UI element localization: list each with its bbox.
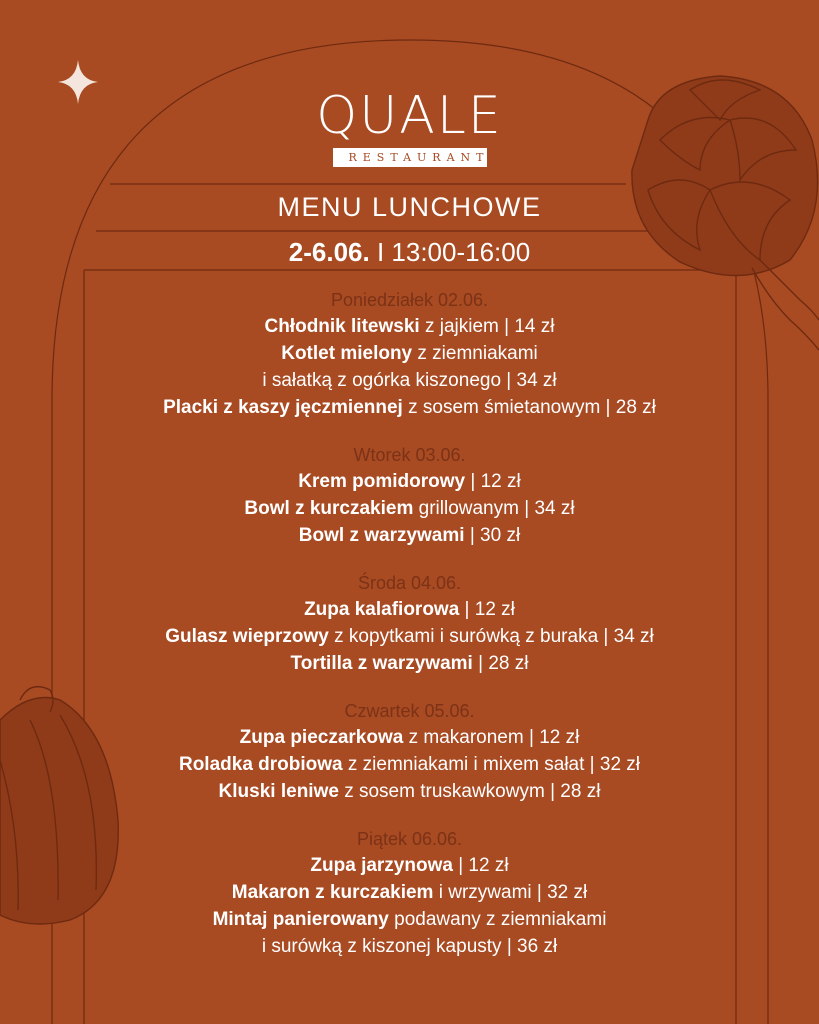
restaurant-logo	[0, 88, 819, 167]
dish-details: podawany z ziemniakami	[388, 909, 607, 930]
day-wednesday	[0, 571, 819, 677]
day-monday	[0, 288, 819, 421]
menu-item	[0, 596, 819, 623]
dish-details: i surówką z kiszonej kapusty | 36 zł	[261, 936, 558, 957]
menu-hours: I 13:00-16:00	[369, 237, 531, 267]
dish-name: Bowl z warzywami	[298, 525, 465, 546]
dish-name: Bowl z kurczakiem	[244, 498, 414, 519]
menu-item	[0, 468, 819, 495]
dish-details: | 12 zł	[465, 471, 521, 492]
dish-details: i sałatką z ogórka kiszonego | 34 zł	[262, 370, 557, 391]
dish-details: z sosem truskawkowym | 28 zł	[338, 781, 601, 802]
menu-item	[0, 778, 819, 805]
menu-item	[0, 852, 819, 879]
dish-name: Kluski leniwe	[218, 781, 339, 802]
dish-details: z jajkiem | 14 zł	[419, 316, 555, 337]
day-name: Czwartek 05.06.	[344, 701, 475, 721]
dish-name: Zupa kalafiorowa	[304, 599, 460, 620]
dish-name: Krem pomidorowy	[298, 471, 466, 492]
dish-name: Zupa jarzynowa	[310, 855, 453, 876]
menu-dates	[0, 237, 819, 268]
dish-name: Gulasz wieprzowy	[165, 626, 329, 647]
day-name: Poniedziałek 02.06.	[330, 290, 489, 310]
menu-item	[0, 751, 819, 778]
logo-name: QUALE	[316, 86, 503, 146]
dish-details: | 12 zł	[452, 855, 509, 876]
dish-name: Mintaj panierowany	[212, 909, 389, 930]
dish-details: i wrzywami | 32 zł	[433, 882, 588, 903]
dish-name: Kotlet mielony	[281, 343, 413, 364]
dish-details: z kopytkami i surówką z buraka | 34 zł	[328, 626, 654, 647]
day-friday	[0, 827, 819, 960]
dish-details: | 28 zł	[472, 653, 529, 674]
menu-item	[0, 340, 819, 367]
dish-name: Placki z kaszy jęczmiennej	[163, 397, 403, 418]
dish-name: Tortilla z warzywami	[290, 653, 473, 674]
dish-details: grillowanym | 34 zł	[413, 498, 575, 519]
menu-item	[0, 879, 819, 906]
day-name: Piątek 06.06.	[356, 829, 463, 849]
menu-days	[0, 288, 819, 982]
menu-title: MENU LUNCHOWE	[277, 192, 542, 222]
dish-details: z ziemniakami i mixem sałat | 32 zł	[342, 754, 641, 775]
menu-item	[0, 394, 819, 421]
day-name: Środa 04.06.	[357, 573, 462, 593]
menu-item	[0, 495, 819, 522]
dish-name: Makaron z kurczakiem	[231, 882, 434, 903]
dish-name: Chłodnik litewski	[264, 316, 420, 337]
dish-details: z sosem śmietanowym | 28 zł	[402, 397, 656, 418]
dish-details: z ziemniakami	[412, 343, 538, 364]
day-name: Wtorek 03.06.	[353, 445, 466, 465]
logo-subtitle: RESTAURANT	[333, 148, 487, 167]
menu-item	[0, 522, 819, 549]
menu-item	[0, 724, 819, 751]
dish-details: z makaronem | 12 zł	[403, 727, 580, 748]
day-thursday	[0, 699, 819, 805]
menu-item	[0, 367, 819, 394]
menu-item	[0, 313, 819, 340]
dish-details: | 30 zł	[464, 525, 521, 546]
dish-name: Zupa pieczarkowa	[239, 727, 404, 748]
menu-item	[0, 650, 819, 677]
menu-item	[0, 933, 819, 960]
menu-dates-range: 2-6.06.	[288, 237, 370, 267]
menu-item	[0, 623, 819, 650]
dish-name: Roladka drobiowa	[178, 754, 343, 775]
day-tuesday	[0, 443, 819, 549]
menu-item	[0, 906, 819, 933]
dish-details: | 12 zł	[459, 599, 515, 620]
